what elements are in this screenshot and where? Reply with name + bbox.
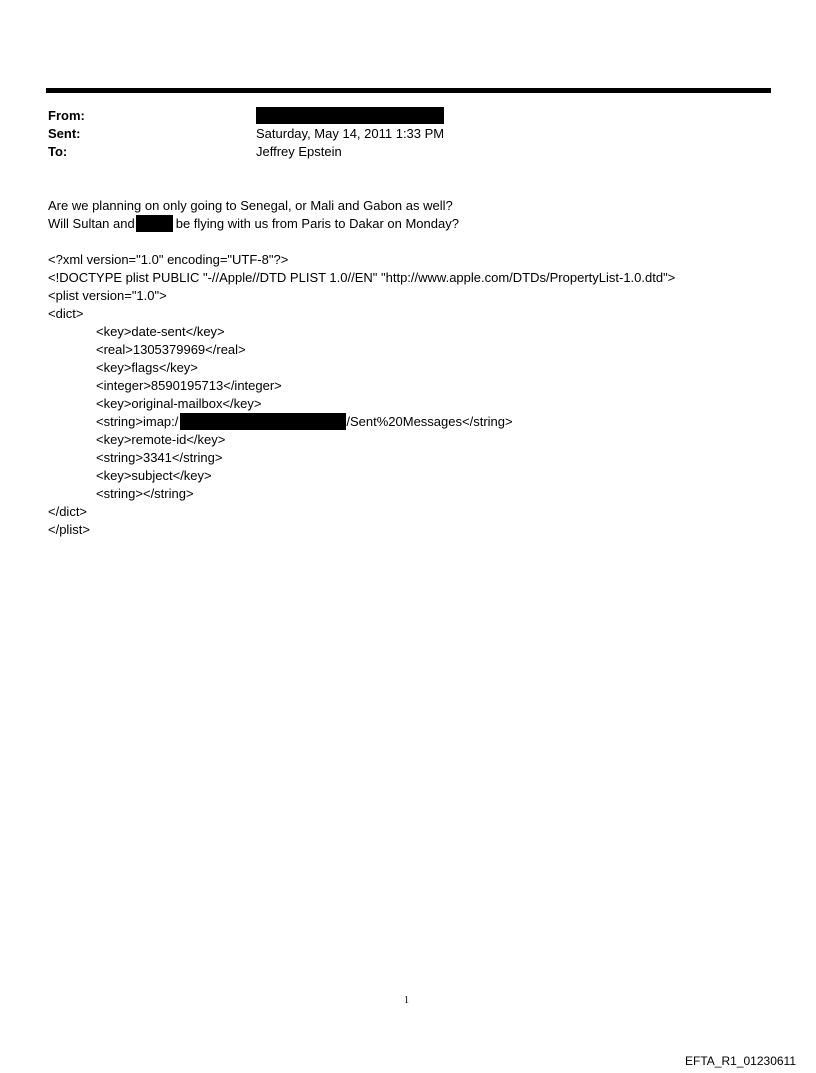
to-value: Jeffrey Epstein [256,144,342,159]
xml-key-flags: <key>flags</key> [96,360,198,375]
xml-declaration: <?xml version="1.0" encoding="UTF-8"?> [48,252,289,267]
body-line-1: Are we planning on only going to Senegal, or Mali and Gabon as well? [48,198,453,213]
xml-dict-close: </dict> [48,504,88,519]
from-value [256,107,444,125]
xml-doctype: <!DOCTYPE plist PUBLIC "-//Apple//DTD PLIST 1.0//EN" "http://www.apple.com/DTDs/PropertyList-1.0.dtd"> [48,270,676,285]
redaction-box [136,215,173,232]
sent-value: Saturday, May 14, 2011 1:33 PM [256,126,445,141]
xml-string-imap-end: /Sent%20Messages</string> [346,414,513,429]
xml-real-value: <real>1305379969</real> [96,342,246,357]
body-line-2-start: Will Sultan and [48,216,135,231]
xml-string-imap [96,413,513,431]
sent-label: Sent: [48,126,81,141]
header-rule [46,88,771,93]
xml-key-date-sent: <key>date-sent</key> [96,324,225,339]
xml-string-subject: <string></string> [96,486,194,501]
xml-plist-close: </plist> [48,522,90,537]
body-line-2 [48,215,459,233]
xml-string-remote-id: <string>3341</string> [96,450,223,465]
redaction-box [256,107,444,124]
from-label: From: [48,108,85,123]
xml-key-remote-id: <key>remote-id</key> [96,432,226,447]
redaction-box [180,413,346,430]
xml-key-original-mailbox: <key>original-mailbox</key> [96,396,262,411]
xml-plist-open: <plist version="1.0"> [48,288,167,303]
to-label: To: [48,144,68,159]
page-number: 1 [404,995,409,1006]
xml-integer-value: <integer>8590195713</integer> [96,378,282,393]
body-line-2-end: be flying with us from Paris to Dakar on Monday? [175,216,459,231]
xml-string-imap-start: <string>imap:/ [96,414,179,429]
xml-key-subject: <key>subject</key> [96,468,212,483]
xml-dict-open: <dict> [48,306,84,321]
document-id: EFTA_R1_01230611 [685,1054,796,1068]
